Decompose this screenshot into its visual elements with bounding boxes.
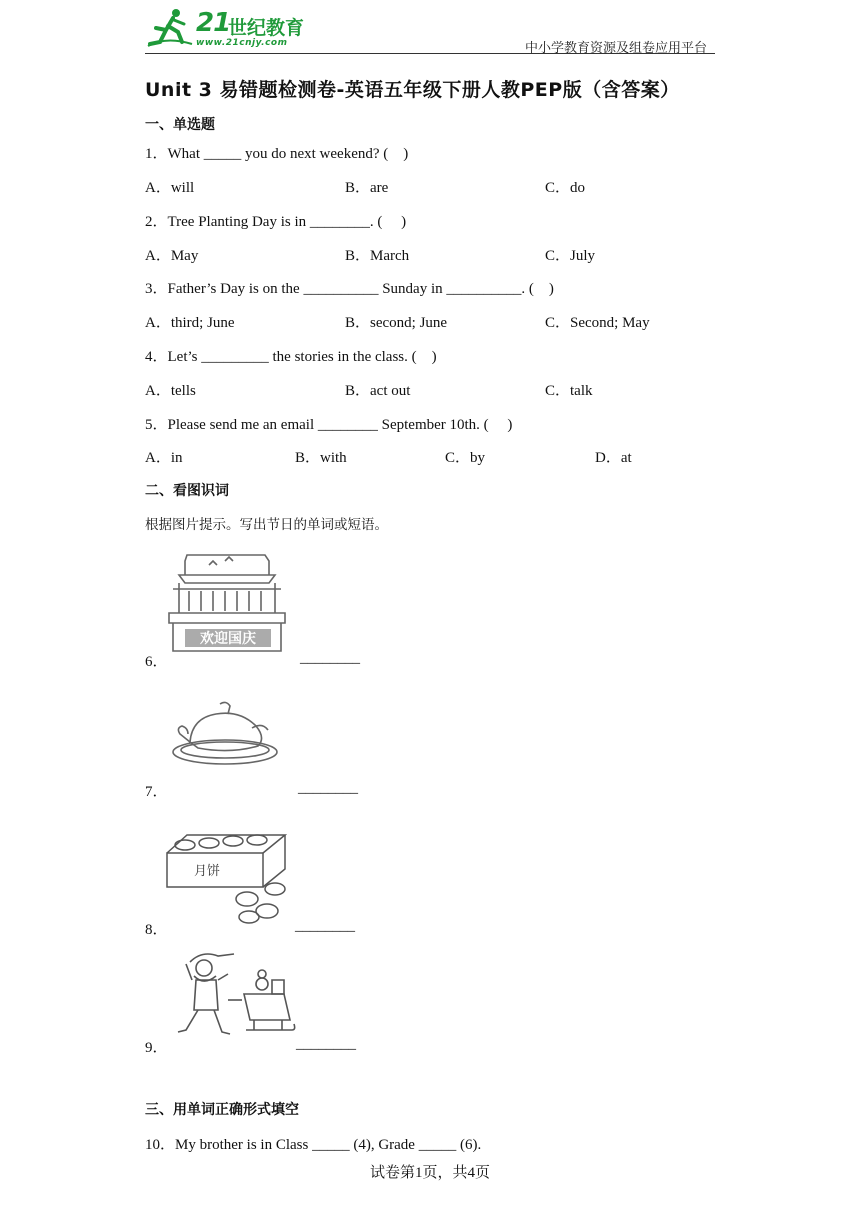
question-stem: 5．Please send me an email ________ September 10th. ( ) (145, 417, 513, 433)
option-b: B．with (295, 450, 347, 466)
section-heading: 一、单选题 (145, 117, 215, 133)
question-stem: 3．Father’s Day is on the __________ Sunday in __________. ( ) (145, 281, 554, 297)
question-stem: 1．What _____ you do next weekend? ( ) (145, 146, 409, 162)
item-number: 6． (145, 654, 168, 670)
option-a: A．third; June (145, 315, 235, 331)
option-c: C．talk (545, 383, 593, 399)
option-c: C．Second; May (545, 315, 650, 331)
logo-number: 21 (196, 8, 231, 38)
answer-blank: ________ (295, 918, 355, 934)
page-footer: 试卷第1页，共4页 (369, 1165, 490, 1181)
item-number: 8． (145, 922, 168, 938)
answer-blank: ________ (300, 650, 360, 666)
option-b: B．March (345, 248, 410, 264)
section-instruction: 根据图片提示。写出节日的单词或短语。 (145, 517, 388, 533)
option-c: C．do (545, 180, 586, 196)
page-title: Unit 3 易错题检测卷-英语五年级下册人教PEP版（含答案） (145, 79, 680, 101)
item-number: 7． (145, 784, 168, 800)
section-heading: 二、看图识词 (145, 483, 229, 499)
runner-icon (146, 6, 196, 50)
option-a: A．May (145, 248, 199, 264)
tiananmen-gate-image (165, 553, 290, 658)
question-stem: 10．My brother is in Class _____ (4), Grade _____ (6). (145, 1137, 482, 1153)
question-stem: 2．Tree Planting Day is in ________. ( ) (145, 214, 407, 230)
logo-url: www.21cnjy.com (196, 38, 288, 48)
logo-chinese: 世纪教育 (228, 17, 305, 39)
item-number: 9． (145, 1040, 168, 1056)
option-a: A．tells (145, 383, 196, 399)
santa-sleigh-image (172, 950, 297, 1042)
image-caption: 月饼 (193, 864, 221, 879)
section-heading: 三、用单词正确形式填空 (145, 1102, 299, 1118)
mooncake-box-image (165, 831, 287, 926)
image-caption: 欢迎国庆 (200, 631, 256, 647)
answer-blank: ________ (296, 1036, 356, 1052)
question-stem: 4．Let’s _________ the stories in the class. ( ) (145, 349, 437, 365)
platform-name: 中小学教育资源及组卷应用平台 (524, 41, 707, 56)
option-c: C．July (545, 248, 596, 264)
option-b: B．are (345, 180, 389, 196)
site-logo (146, 6, 316, 50)
option-a: A．in (145, 450, 183, 466)
option-c: C．by (445, 450, 486, 466)
roast-turkey-image (170, 700, 280, 775)
header-divider (145, 53, 715, 54)
option-b: B．act out (345, 383, 411, 399)
option-d: D．at (595, 450, 632, 466)
option-a: A．will (145, 180, 195, 196)
option-b: B．second; June (345, 315, 448, 331)
answer-blank: ________ (298, 780, 358, 796)
